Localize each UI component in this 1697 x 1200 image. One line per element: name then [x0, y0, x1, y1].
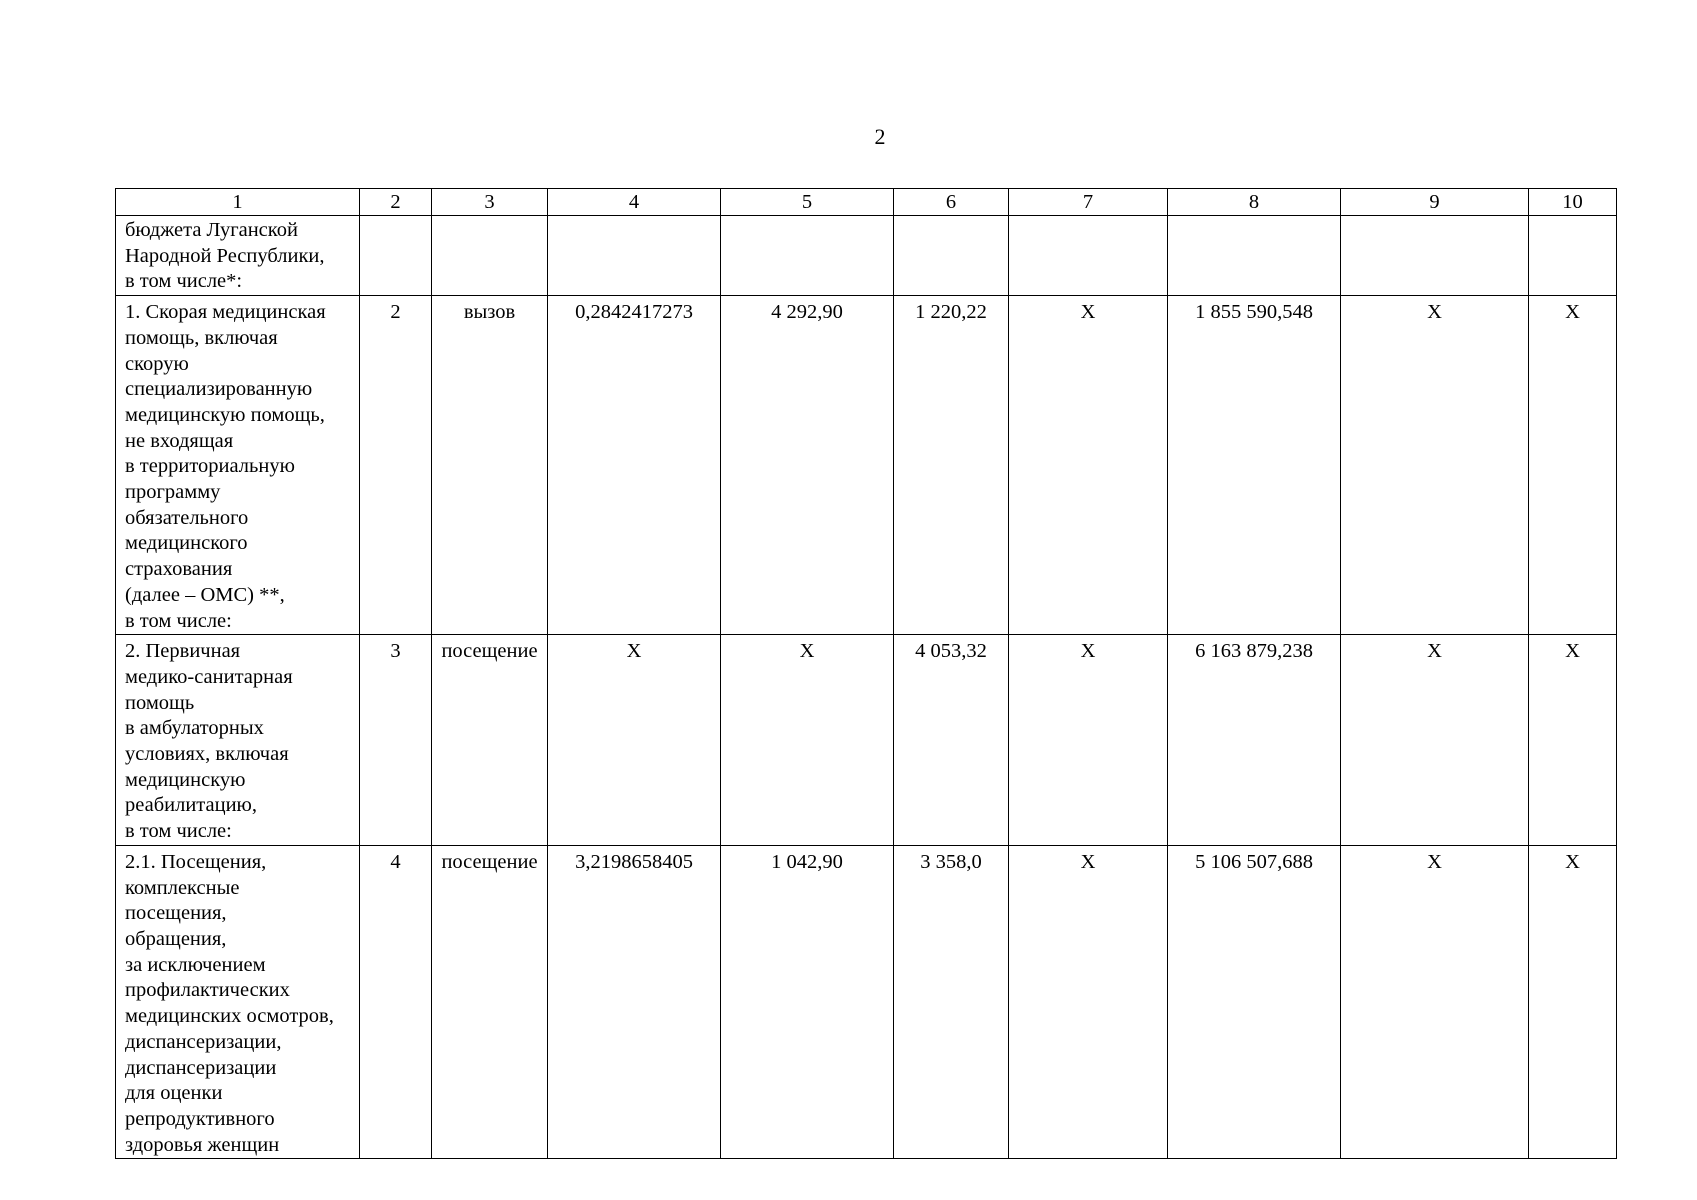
row-description: бюджета Луганской Народной Республики, в том числе*:: [116, 216, 360, 296]
row-number-cell: 4: [360, 845, 432, 1158]
unit-cell: посещение: [432, 845, 548, 1158]
column-number: 2: [360, 189, 432, 216]
table-cell: [1168, 216, 1341, 296]
table-cell: Х: [1529, 296, 1617, 635]
column-number: 10: [1529, 189, 1617, 216]
table-cell: [721, 216, 894, 296]
table-cell: 1 220,22: [894, 296, 1009, 635]
table-cell: [1009, 216, 1168, 296]
table-cell: [1529, 216, 1617, 296]
row-number-cell: 3: [360, 635, 432, 846]
table-cell: Х: [1009, 845, 1168, 1158]
table-cell: 4 053,32: [894, 635, 1009, 846]
table-cell: 3 358,0: [894, 845, 1009, 1158]
table-row: [116, 635, 1617, 846]
table-cell: Х: [1341, 845, 1529, 1158]
row-number-cell: 2: [360, 296, 432, 635]
table-cell: Х: [1009, 635, 1168, 846]
page-number: 2: [874, 124, 886, 149]
row-number-cell: [360, 216, 432, 296]
table-cell: Х: [1529, 635, 1617, 846]
table-cell: [548, 216, 721, 296]
column-number: 7: [1009, 189, 1168, 216]
table-cell: 0,2842417273: [548, 296, 721, 635]
table-cell: 6 163 879,238: [1168, 635, 1341, 846]
table-cell: Х: [721, 635, 894, 846]
row-description: 1. Скорая медицинская помощь, включая скорую специализированную медицинскую помощь, не входящая в территориальную программу обязательного медицинского страхования (далее – ОМС) **, в том числе:: [116, 296, 360, 635]
row-description: 2.1. Посещения, комплексные посещения, обращения, за исключением профилактических медицинских осмотров, диспансеризации, диспансеризации для оценки репродуктивного здоровья женщин: [116, 845, 360, 1158]
table-cell: Х: [548, 635, 721, 846]
data-table: [115, 188, 1617, 1159]
row-description: 2. Первичная медико-санитарная помощь в амбулаторных условиях, включая медицинскую реабилитацию, в том числе:: [116, 635, 360, 846]
column-number: 6: [894, 189, 1009, 216]
column-number: 5: [721, 189, 894, 216]
table-cell: 3,2198658405: [548, 845, 721, 1158]
column-number: 4: [548, 189, 721, 216]
table-cell: [894, 216, 1009, 296]
table-cell: [1341, 216, 1529, 296]
column-number: 1: [116, 189, 360, 216]
column-number: 8: [1168, 189, 1341, 216]
unit-cell: вызов: [432, 296, 548, 635]
table-cell: Х: [1341, 296, 1529, 635]
table-cell: 1 042,90: [721, 845, 894, 1158]
table-cell: 1 855 590,548: [1168, 296, 1341, 635]
table-row: [116, 216, 1617, 296]
table-row: [116, 845, 1617, 1158]
unit-cell: посещение: [432, 635, 548, 846]
table-row: [116, 296, 1617, 635]
table-cell: Х: [1009, 296, 1168, 635]
unit-cell: [432, 216, 548, 296]
table-cell: 4 292,90: [721, 296, 894, 635]
table-cell: 5 106 507,688: [1168, 845, 1341, 1158]
table-cell: Х: [1341, 635, 1529, 846]
column-number-row: [116, 189, 1617, 216]
column-number: 9: [1341, 189, 1529, 216]
column-number: 3: [432, 189, 548, 216]
table-cell: Х: [1529, 845, 1617, 1158]
